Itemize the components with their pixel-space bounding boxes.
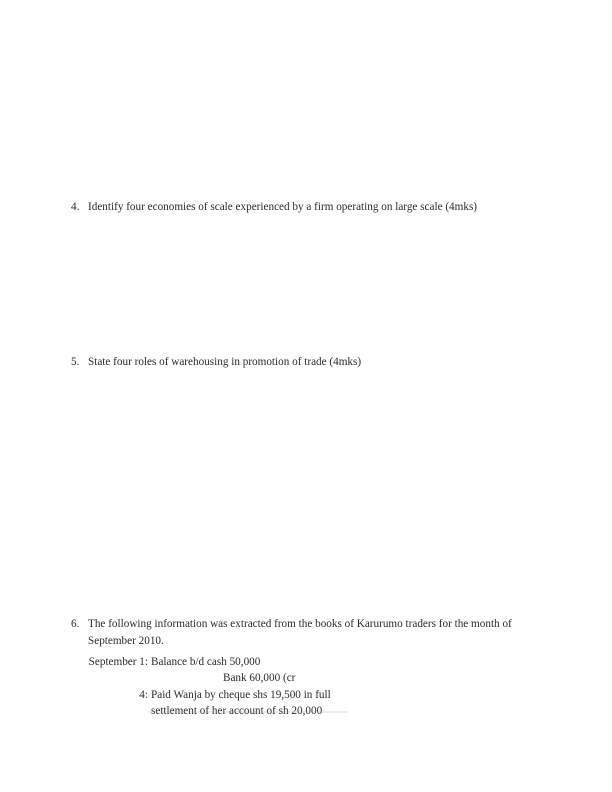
question-body-6 [88,616,539,649]
question-text-5: State four roles of warehousing in promotion of trade (4mks) [88,356,362,368]
question-body-5 [88,354,491,371]
transaction-description [151,687,500,720]
transaction-line: Bank 60,000 (cr [223,672,296,685]
question-item-4 [71,199,531,216]
question-item-6 [71,616,539,649]
transaction-date: 4: [139,688,148,701]
transaction-description [151,654,500,687]
transaction-date: September 1: [88,656,148,668]
question-body-4 [88,199,531,216]
question-item-5 [71,354,491,371]
question-text-6: The following information was extracted from the books of Karurumo traders for the month of September 2010. [88,618,512,647]
transaction-line: settlement of her account of sh 20,000 [151,704,323,717]
transaction-line: Paid Wanja by cheque shs 19,500 in full [151,688,331,701]
question-number-5: 5. [71,356,80,368]
transaction-row [80,654,500,687]
transaction-row [80,687,500,720]
transaction-list [80,654,500,719]
question-text-4: Identify four economies of scale experienced by a firm operating on large scale (4mks) [88,201,478,213]
question-number-6: 6. [71,618,80,630]
transaction-line: Balance b/d cash 50,000 [151,656,261,668]
question-number-4: 4. [71,201,80,213]
